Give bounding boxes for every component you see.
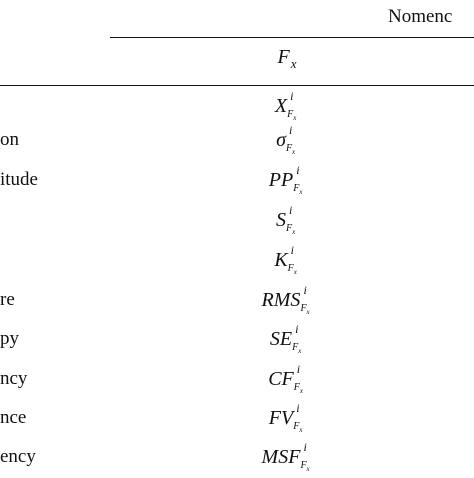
- symbol-subscript: [286, 223, 295, 234]
- row-symbol: [269, 399, 305, 439]
- symbol-subscript-sub: x: [306, 465, 310, 473]
- row-label: itude: [0, 169, 38, 190]
- symbol-scripts: [294, 360, 306, 400]
- symbol-subscript-sub: x: [293, 114, 297, 122]
- table-row: [0, 241, 474, 281]
- symbol-base: MSF: [261, 446, 301, 468]
- symbol-subscript-main: F: [292, 342, 299, 353]
- symbol-subscript-main: F: [293, 382, 300, 393]
- row-label: py: [0, 328, 19, 349]
- symbol-subscript-sub: x: [299, 426, 303, 434]
- column-header-rule: [0, 85, 474, 86]
- symbol-base: S: [276, 209, 286, 231]
- symbol-base: K: [274, 249, 288, 271]
- symbol-subscript: [293, 421, 302, 432]
- row-symbol: [262, 281, 313, 321]
- symbol-subscript-main: F: [286, 223, 293, 234]
- symbol-base: RMS: [261, 289, 301, 311]
- symbol-subscript: [300, 460, 309, 471]
- symbol-superscript: i: [296, 163, 300, 177]
- row-label: on: [0, 129, 19, 150]
- table-row: [0, 320, 474, 360]
- row-symbol: [276, 121, 298, 161]
- symbol-subscript-main: F: [293, 421, 300, 432]
- symbol-scripts: [300, 281, 312, 321]
- symbol-subscript: [300, 303, 309, 314]
- symbol-superscript: i: [289, 203, 293, 217]
- symbol-superscript: i: [290, 89, 294, 103]
- column-header-fx: [264, 46, 310, 69]
- symbol-base: CF: [268, 368, 294, 390]
- symbol-base: SE: [269, 328, 293, 350]
- symbol-superscript: i: [290, 243, 295, 257]
- symbol-subscript-sub: x: [299, 387, 303, 395]
- table-row: [0, 161, 474, 201]
- symbol-superscript: i: [295, 322, 299, 336]
- row-symbol: [269, 161, 305, 201]
- row-symbol: [262, 438, 313, 478]
- column-header-sub: x: [290, 56, 297, 71]
- table-row: [0, 121, 474, 161]
- symbol-subscript-sub: x: [293, 268, 297, 276]
- symbol-subscript: [292, 342, 301, 353]
- table-row: [0, 201, 474, 241]
- symbol-superscript: i: [296, 362, 301, 376]
- row-label: nce: [0, 407, 27, 428]
- symbol-scripts: [293, 399, 305, 439]
- table-group-header: Nomenc: [388, 6, 453, 27]
- symbol-subscript: [287, 109, 296, 120]
- symbol-scripts: [286, 121, 298, 161]
- symbol-base: PP: [268, 169, 294, 191]
- symbol-scripts: [293, 161, 305, 201]
- symbol-subscript-main: F: [287, 263, 294, 274]
- symbol-scripts: [286, 201, 298, 241]
- symbol-subscript: [286, 143, 295, 154]
- symbol-scripts: [288, 241, 300, 281]
- symbol-superscript: i: [296, 401, 300, 415]
- symbol-base: FV: [268, 407, 294, 429]
- row-label: ncy: [0, 368, 28, 389]
- table-row: [0, 281, 474, 321]
- symbol-scripts: [292, 320, 304, 360]
- symbol-subscript-main: F: [300, 460, 307, 471]
- row-label: re: [0, 289, 15, 310]
- symbol-subscript: [294, 382, 303, 393]
- symbol-subscript-main: F: [300, 303, 307, 314]
- symbol-subscript-sub: x: [299, 188, 303, 196]
- symbol-subscript-main: F: [287, 109, 294, 120]
- symbol-scripts: [300, 438, 312, 478]
- table-row: [0, 360, 474, 400]
- symbol-superscript: i: [303, 440, 307, 454]
- header-rule: [110, 37, 474, 38]
- symbol-superscript: i: [288, 123, 293, 137]
- symbol-subscript: [293, 183, 302, 194]
- symbol-subscript-main: F: [285, 143, 293, 154]
- symbol-base: σ: [276, 129, 286, 151]
- symbol-subscript-main: F: [293, 183, 300, 194]
- symbol-subscript: [288, 263, 297, 274]
- table-row: [0, 438, 474, 478]
- column-header-main: F: [277, 46, 290, 68]
- symbol-base: X: [274, 95, 288, 117]
- table-row: [0, 399, 474, 439]
- row-symbol: [274, 241, 299, 281]
- symbol-superscript: i: [303, 283, 307, 297]
- row-symbol: [268, 360, 306, 400]
- symbol-subscript-sub: x: [292, 228, 296, 236]
- row-label: ency: [0, 446, 36, 467]
- row-symbol: [276, 201, 298, 241]
- symbol-subscript-sub: x: [306, 308, 310, 316]
- symbol-subscript-sub: x: [292, 148, 296, 156]
- row-symbol: [270, 320, 304, 360]
- symbol-subscript-sub: x: [298, 347, 302, 355]
